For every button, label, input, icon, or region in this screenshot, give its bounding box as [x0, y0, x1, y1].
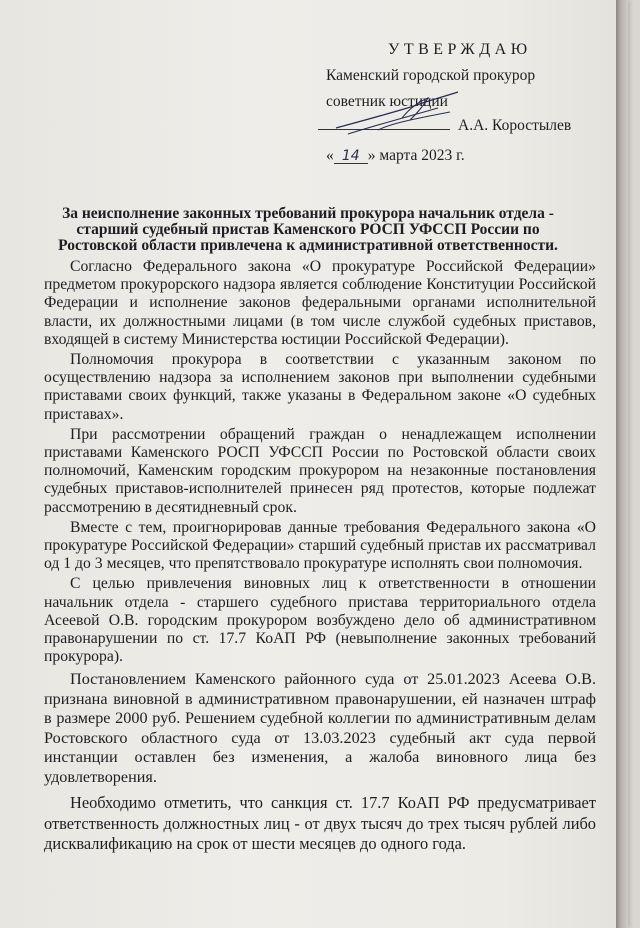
date-rest: » марта 2023 г. [367, 147, 465, 164]
paragraph-3: При рассмотрении обращений граждан о ненадлежащем исполнении приставами Каменского РОСП УФССП России по Ростовской области своих полномочий, Каменским городским прокурором на незаконные постановления судебных приставов-исполнителей принесен ряд протестов, которые подлежат рассмотрению в десятидневный срок. [44, 425, 596, 516]
document-title: За неисполнение законных требований прокурора начальник отдела - старший судебный пристав Каменского РОСП УФССП России по Ростовской области привлечена к административной ответственности. [58, 205, 558, 254]
handwritten-signature-icon [318, 78, 468, 148]
approval-header: УТВЕРЖДАЮ [388, 41, 532, 58]
paragraph-5: С целью привлечения виновных лиц к ответственности в отношении начальник отдела - старшего судебного пристава территориального отдела Асеевой О.В. городским прокурором возбуждено дело об административном правонарушении по ст. 17.7 КоАП РФ (невыполнение законных требований прокурора). [44, 575, 596, 666]
page-edge-shadow [616, 0, 628, 928]
approval-position: Каменский городской прокурор [326, 67, 536, 84]
date-day-handwritten: 14 [334, 149, 368, 164]
paragraph-6: Постановлением Каменского районного суда от 25.01.2023 Асеева О.В. признана виновной в административном правонарушении, ей назначен штраф в размере 2000 руб. Решением судебной коллегии по административным делам Ростовского областного суда от 13.03.2023 судебный акт суда первой инстанции оставлен без изменения, а жалоба виновного лица без удовлетворения. [44, 670, 596, 786]
paragraph-2: Полномочия прокурора в соответствии с указанным законом по осуществлению надзора за исполнением законов при выполнении судебными приставами своих функций, также указаны в Федеральном законе «О судебных приставах». [44, 351, 596, 423]
approval-date [326, 148, 465, 164]
document-body [44, 258, 596, 857]
paragraph-1: Согласно Федерального закона «О прокуратуре Российской Федерации» предметом прокурорского надзора является соблюдение Конституции Российской Федерации и исполнение законов федеральными органами исполнительной власти, их должностными лицами (в том числе службой судебных приставов, входящей в систему Министерства юстиции Российской Федерации). [44, 258, 596, 348]
paragraph-4: Вместе с тем, проигнорировав данные требования Федерального закона «О прокуратуре Российской Федерации» старший судебный пристав их рассматривал од 1 до 3 месяцев, что препятствовало прокуратуре исполнять свои полномочия. [44, 518, 596, 573]
approver-name: А.А. Коростылев [458, 117, 572, 134]
paragraph-7: Необходимо отметить, что санкция ст. 17.7 КоАП РФ предусматривает ответственность должностных лиц - от двух тысяч до трех тысяч рублей либо дисквалификацию на срок от шести месяцев до одного года. [44, 793, 596, 854]
approval-rank: советник юстиции [326, 93, 448, 110]
date-open-quote: « [326, 147, 334, 164]
